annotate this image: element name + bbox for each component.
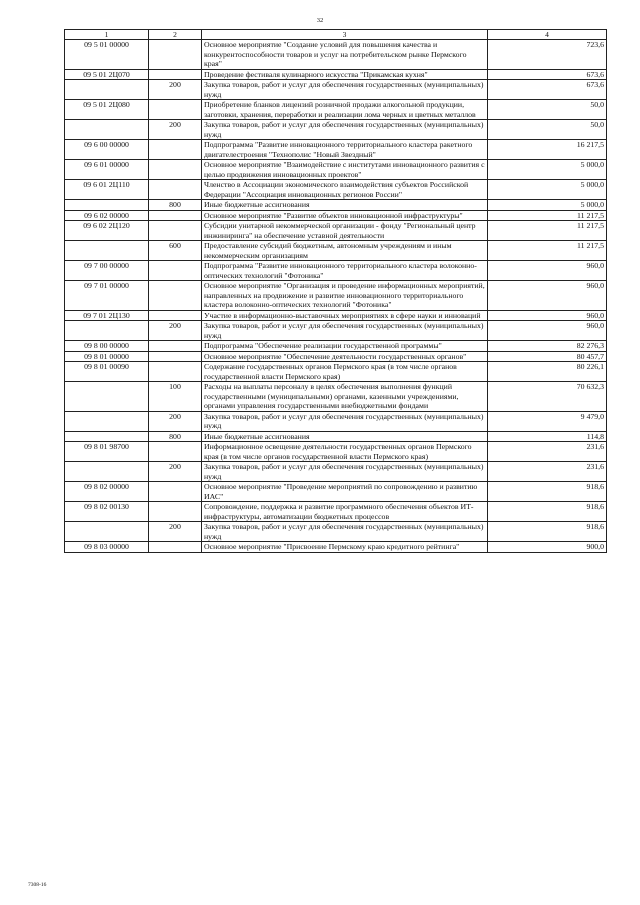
expense-type-code <box>149 482 202 502</box>
table-row <box>65 80 607 100</box>
amount-value: 5 000,0 <box>488 200 607 211</box>
target-article-code: 09 5 01 00000 <box>65 40 149 70</box>
expense-type-code: 100 <box>149 382 202 412</box>
table-row <box>65 351 607 362</box>
expense-name: Основное мероприятие "Присвоение Пермскому краю кредитного рейтинга" <box>202 542 488 553</box>
target-article-code <box>65 200 149 211</box>
expense-name: Приобретение бланков лицензий розничной продажи алкогольной продукции, заготовки, хранения, переработки и реализации лома черных и цветных металлов <box>202 100 488 120</box>
expense-type-code: 800 <box>149 431 202 442</box>
expense-type-code <box>149 261 202 281</box>
table-row <box>65 482 607 502</box>
amount-value: 5 000,0 <box>488 180 607 200</box>
target-article-code: 09 5 01 2Ц070 <box>65 69 149 80</box>
expense-type-code: 200 <box>149 462 202 482</box>
amount-value: 231,6 <box>488 442 607 462</box>
expense-type-code <box>149 502 202 522</box>
table-row <box>65 140 607 160</box>
table-row <box>65 241 607 261</box>
expense-name: Закупка товаров, работ и услуг для обеспечения государственных (муниципальных) нужд <box>202 462 488 482</box>
amount-value: 82 276,3 <box>488 341 607 352</box>
expense-type-code <box>149 40 202 70</box>
target-article-code: 09 8 02 00000 <box>65 482 149 502</box>
expense-name: Подпрограмма "Развитие инновационного территориального кластера волоконно-оптических технологий "Фотоника" <box>202 261 488 281</box>
table-row <box>65 120 607 140</box>
target-article-code: 09 8 02 00130 <box>65 502 149 522</box>
amount-value: 900,0 <box>488 542 607 553</box>
expense-name: Иные бюджетные ассигнования <box>202 200 488 211</box>
table-row <box>65 522 607 542</box>
amount-value: 918,6 <box>488 522 607 542</box>
expense-type-code <box>149 160 202 180</box>
expense-type-code: 200 <box>149 80 202 100</box>
expense-name: Основное мероприятие "Развитие объектов инновационной инфраструктуры" <box>202 210 488 221</box>
expense-name: Закупка товаров, работ и услуг для обеспечения государственных (муниципальных) нужд <box>202 411 488 431</box>
table-row <box>65 261 607 281</box>
amount-value: 114,8 <box>488 431 607 442</box>
target-article-code: 09 8 03 00000 <box>65 542 149 553</box>
target-article-code: 09 8 01 00000 <box>65 351 149 362</box>
expense-type-code: 800 <box>149 200 202 211</box>
expense-type-code <box>149 442 202 462</box>
expense-name: Членство в Ассоциации экономического взаимодействия субъектов Российской Федерации "Ассоциация инновационных регионов России" <box>202 180 488 200</box>
expense-type-code <box>149 210 202 221</box>
expense-name: Основное мероприятие "Организация и проведение информационных мероприятий, направленных на продвижение и развитие инновационного территориального кластера волоконно-оптических технологий "Фотоника" <box>202 281 488 311</box>
amount-value: 918,6 <box>488 482 607 502</box>
expense-type-code: 200 <box>149 321 202 341</box>
expense-type-code <box>149 180 202 200</box>
target-article-code: 09 6 02 00000 <box>65 210 149 221</box>
expense-name: Субсидии унитарной некоммерческой организации - фонду "Региональный центр инжиниринга" на обеспечение уставной деятельности <box>202 221 488 241</box>
column-header-2: 2 <box>149 30 202 40</box>
amount-value: 960,0 <box>488 310 607 321</box>
target-article-code <box>65 411 149 431</box>
expense-type-code <box>149 140 202 160</box>
expense-name: Закупка товаров, работ и услуг для обеспечения государственных (муниципальных) нужд <box>202 522 488 542</box>
table-row <box>65 180 607 200</box>
amount-value: 11 217,5 <box>488 241 607 261</box>
table-row <box>65 442 607 462</box>
table-row <box>65 382 607 412</box>
expense-name: Сопровождение, поддержка и развитие программного обеспечения объектов ИТ-инфраструктуры, автоматизации бюджетных процессов <box>202 502 488 522</box>
target-article-code: 09 7 01 2Ц130 <box>65 310 149 321</box>
target-article-code: 09 8 01 00090 <box>65 362 149 382</box>
footer-document-code: 7308-16 <box>28 882 47 888</box>
table-row <box>65 411 607 431</box>
table-row <box>65 100 607 120</box>
target-article-code <box>65 80 149 100</box>
target-article-code <box>65 120 149 140</box>
amount-value: 16 217,5 <box>488 140 607 160</box>
expense-name: Содержание государственных органов Пермского края (в том числе органов государственной власти Пермского края) <box>202 362 488 382</box>
table-body <box>65 40 607 553</box>
amount-value: 50,0 <box>488 120 607 140</box>
table-row <box>65 69 607 80</box>
table-row <box>65 160 607 180</box>
target-article-code <box>65 462 149 482</box>
target-article-code <box>65 321 149 341</box>
table-row <box>65 310 607 321</box>
expense-type-code: 600 <box>149 241 202 261</box>
expense-type-code: 200 <box>149 522 202 542</box>
amount-value: 960,0 <box>488 321 607 341</box>
target-article-code <box>65 431 149 442</box>
amount-value: 231,6 <box>488 462 607 482</box>
target-article-code: 09 6 00 00000 <box>65 140 149 160</box>
target-article-code: 09 7 00 00000 <box>65 261 149 281</box>
expense-type-code <box>149 69 202 80</box>
expense-name: Проведение фестиваля кулинарного искусства "Прикамская кухня" <box>202 69 488 80</box>
budget-table <box>64 29 607 553</box>
target-article-code <box>65 241 149 261</box>
page-number: 32 <box>316 17 324 24</box>
table-row <box>65 341 607 352</box>
amount-value: 9 479,0 <box>488 411 607 431</box>
expense-type-code <box>149 310 202 321</box>
expense-name: Иные бюджетные ассигнования <box>202 431 488 442</box>
expense-type-code <box>149 281 202 311</box>
table-row <box>65 40 607 70</box>
expense-type-code <box>149 100 202 120</box>
expense-name: Закупка товаров, работ и услуг для обеспечения государственных (муниципальных) нужд <box>202 321 488 341</box>
column-header-3: 3 <box>202 30 488 40</box>
target-article-code: 09 6 01 00000 <box>65 160 149 180</box>
amount-value: 918,6 <box>488 502 607 522</box>
expense-name: Закупка товаров, работ и услуг для обеспечения государственных (муниципальных) нужд <box>202 80 488 100</box>
column-header-4: 4 <box>488 30 607 40</box>
expense-name: Закупка товаров, работ и услуг для обеспечения государственных (муниципальных) нужд <box>202 120 488 140</box>
target-article-code <box>65 382 149 412</box>
expense-type-code <box>149 351 202 362</box>
amount-value: 80 457,7 <box>488 351 607 362</box>
table-row <box>65 502 607 522</box>
expense-name: Предоставление субсидий бюджетным, автономным учреждениям и иным некоммерческим организациям <box>202 241 488 261</box>
amount-value: 673,6 <box>488 69 607 80</box>
expense-name: Основное мероприятие "Создание условий для повышения качества и конкурентоспособности товаров и услуг на потребительском рынке Пермского края" <box>202 40 488 70</box>
target-article-code: 09 8 00 00000 <box>65 341 149 352</box>
expense-name: Расходы на выплаты персоналу в целях обеспечения выполнения функций государственными (муниципальными) органами, казенными учреждениями, органами управления государственными внебюджетными фондами <box>202 382 488 412</box>
amount-value: 673,6 <box>488 80 607 100</box>
table-row <box>65 200 607 211</box>
table-row <box>65 431 607 442</box>
expense-type-code <box>149 221 202 241</box>
expense-type-code: 200 <box>149 120 202 140</box>
target-article-code: 09 6 01 2Ц110 <box>65 180 149 200</box>
amount-value: 960,0 <box>488 261 607 281</box>
target-article-code: 09 5 01 2Ц080 <box>65 100 149 120</box>
target-article-code: 09 7 01 00000 <box>65 281 149 311</box>
table-row <box>65 210 607 221</box>
table-row <box>65 221 607 241</box>
amount-value: 11 217,5 <box>488 210 607 221</box>
expense-name: Основное мероприятие "Взаимодействие с институтами инновационного развития с целью продвижения инновационных проектов" <box>202 160 488 180</box>
table-row <box>65 362 607 382</box>
table-row <box>65 281 607 311</box>
amount-value: 11 217,5 <box>488 221 607 241</box>
expense-name: Подпрограмма "Развитие инновационного территориального кластера ракетного двигателестроения "Технополис "Новый Звездный" <box>202 140 488 160</box>
table-row <box>65 462 607 482</box>
expense-type-code: 200 <box>149 411 202 431</box>
expense-name: Участие в информационно-выставочных мероприятиях в сфере науки и инноваций <box>202 310 488 321</box>
table-row <box>65 321 607 341</box>
amount-value: 5 000,0 <box>488 160 607 180</box>
target-article-code: 09 8 01 98700 <box>65 442 149 462</box>
expense-type-code <box>149 542 202 553</box>
amount-value: 50,0 <box>488 100 607 120</box>
expense-name: Основное мероприятие "Обеспечение деятельности государственных органов" <box>202 351 488 362</box>
expense-name: Основное мероприятие "Проведение мероприятий по сопровождению и развитию ИАС" <box>202 482 488 502</box>
expense-name: Подпрограмма "Обеспечение реализации государственной программы" <box>202 341 488 352</box>
amount-value: 70 632,3 <box>488 382 607 412</box>
target-article-code: 09 6 02 2Ц120 <box>65 221 149 241</box>
amount-value: 80 226,1 <box>488 362 607 382</box>
expense-type-code <box>149 341 202 352</box>
expense-name: Информационное освещение деятельности государственных органов Пермского края (в том числе органов государственной власти Пермского края) <box>202 442 488 462</box>
target-article-code <box>65 522 149 542</box>
amount-value: 960,0 <box>488 281 607 311</box>
table-row <box>65 542 607 553</box>
amount-value: 723,6 <box>488 40 607 70</box>
column-header-1: 1 <box>65 30 149 40</box>
table-header <box>65 30 607 40</box>
expense-type-code <box>149 362 202 382</box>
